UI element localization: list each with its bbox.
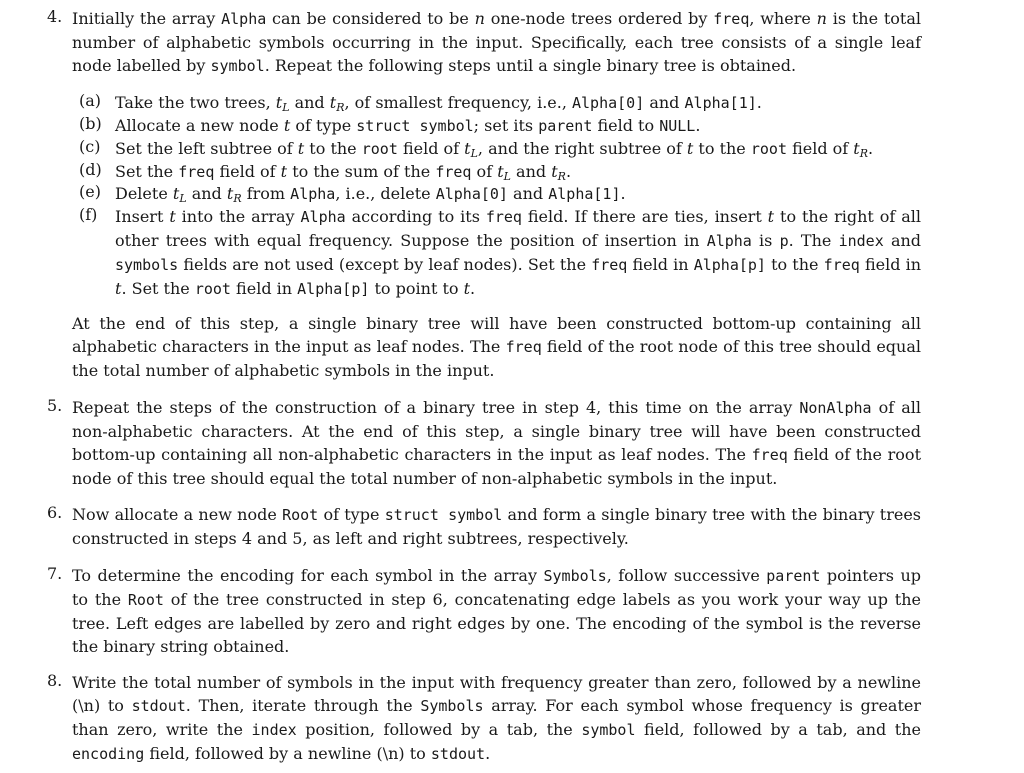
- step-4-intro: Initially the array Alpha can be considered to be n one-node trees ordered by freq, where n is the total number of alphabetic symbols occurring in the input. Specifically, each tree consists of a single leaf node labelled by symbol. Repeat the following steps until a single binary tree is obtained.: [72, 9, 922, 75]
- step-7-text: To determine the encoding for each symbol in the array Symbols, follow successive parent pointers up to the Root of the tree constructed in step 6, concatenating edge labels as you work your way up the tree. Left edges are labelled by zero and right edges by one. The encoding of the symbol is the reverse the binary string obtained.: [72, 566, 922, 656]
- inline-code: freq: [435, 163, 472, 181]
- math-symbol: $t_R$: [226, 184, 242, 205]
- inline-code: Alpha: [221, 10, 267, 28]
- math-symbol: t: [283, 116, 291, 135]
- step-5-text: Repeat the steps of the construction of a binary tree in step 4, this time on the array NonAlpha of all non-alphabetic characters. At the end of this step, a single binary tree will have been constructed bottom-up containing all non-alphabetic characters in the input as leaf nodes. The freq field of the root node of this tree should equal the total number of non-alphabetic symbols in the input.: [72, 398, 922, 488]
- substep-text: Allocate a new node t of type struct symbol; set its parent field to NULL.: [115, 116, 701, 135]
- inline-code: struct symbol: [384, 506, 503, 524]
- step-number: 7.: [47, 564, 63, 583]
- inline-code: parent: [538, 117, 593, 135]
- substep-text: Set the left subtree of t to the root field of $t_L$, and the right subtree of t to the root field of $t_R$.: [115, 139, 874, 160]
- inline-code: struct symbol: [356, 117, 474, 135]
- inline-code: Alpha[p]: [297, 280, 370, 298]
- inline-code: Symbols: [420, 697, 484, 715]
- inline-code: encoding: [72, 745, 145, 763]
- substep-label: (a): [79, 91, 102, 110]
- math-symbol: t: [463, 279, 471, 298]
- inline-code: freq: [751, 446, 788, 464]
- inline-code: symbols: [115, 256, 179, 274]
- step-number: 5.: [47, 396, 63, 415]
- substep-label: (c): [79, 137, 101, 156]
- inline-code: root: [361, 140, 398, 158]
- inline-code: freq: [505, 338, 542, 356]
- inline-code: parent: [766, 567, 821, 585]
- inline-code: symbol: [581, 721, 636, 739]
- inline-code: freq: [713, 10, 750, 28]
- step-number: 4.: [47, 7, 63, 26]
- step-8: [47, 671, 921, 766]
- inline-code: Alpha[0]: [435, 185, 508, 203]
- inline-code: Symbols: [543, 567, 607, 585]
- math-symbol: $t_L$: [172, 184, 187, 205]
- inline-code: stdout: [131, 697, 186, 715]
- math-symbol: t: [280, 162, 288, 181]
- step-6: [47, 503, 921, 550]
- substep-a: [79, 91, 921, 115]
- step-7: [47, 564, 921, 658]
- math-symbol: $t_R$: [853, 139, 869, 160]
- math-symbol: $t_L$: [497, 162, 511, 183]
- substep-e: [79, 182, 921, 206]
- inline-code: freq: [823, 256, 860, 274]
- inline-code: p: [779, 232, 789, 250]
- inline-code: NonAlpha: [799, 399, 872, 417]
- math-symbol: $t_L$: [464, 139, 478, 160]
- inline-code: index: [251, 721, 297, 739]
- substep-label: (e): [79, 182, 101, 201]
- step-4-conclusion: [47, 312, 921, 382]
- inline-code: NULL: [659, 117, 696, 135]
- substep-c: [79, 137, 921, 161]
- math-symbol: t: [767, 207, 775, 226]
- inline-code: Alpha[1]: [684, 94, 757, 112]
- math-symbol: t: [686, 139, 694, 158]
- substep-b: [79, 114, 921, 138]
- step-number: 6.: [47, 503, 63, 522]
- step-8-text: Write the total number of symbols in the input with frequency greater than zero, followed by a newline (\n) to stdout. Then, iterate through the Symbols array. For each symbol whose frequency is greater than zero, write the index position, followed by a tab, the symbol field, followed by a tab, and the encoding field, followed by a newline (\n) to stdout.: [72, 673, 922, 763]
- step-4-outro: At the end of this step, a single binary tree will have been constructed bottom-up containing all alphabetic characters in the input as leaf nodes. The freq field of the root node of this tree should equal the total number of alphabetic symbols in the input.: [72, 314, 922, 380]
- inline-code: root: [194, 280, 231, 298]
- inline-code: freq: [178, 163, 215, 181]
- substep-label: (d): [79, 160, 102, 179]
- inline-code: root: [750, 140, 787, 158]
- inline-code: freq: [591, 256, 628, 274]
- inline-code: Alpha: [706, 232, 752, 250]
- inline-code: Alpha[p]: [693, 256, 766, 274]
- step-number: 8.: [47, 671, 63, 690]
- inline-code: Root: [282, 506, 319, 524]
- step-6-text: Now allocate a new node Root of type struct symbol and form a single binary tree with the binary trees constructed in steps 4 and 5, as left and right subtrees, respectively.: [72, 505, 922, 548]
- inline-code: Alpha: [300, 208, 346, 226]
- step-5: [47, 396, 921, 490]
- math-symbol: n: [816, 9, 827, 28]
- substep-text: Insert t into the array Alpha according to its freq field. If there are ties, insert t to the right of all other trees with equal frequency. Suppose the position of insertion in Alpha is p. The index and symbols fields are not used (except by leaf nodes). Set the freq field in Alpha[p] to the freq field in t. Set the root field in Alpha[p] to point to t.: [115, 207, 922, 298]
- math-symbol: $t_R$: [551, 162, 566, 183]
- math-symbol: $t_R$: [329, 93, 345, 114]
- substep-text: Take the two trees, $t_L$ and $t_R$, of smallest frequency, i.e., Alpha[0] and Alpha[1].: [115, 93, 762, 114]
- inline-code: stdout: [430, 745, 486, 763]
- substep-label: (f): [79, 205, 98, 224]
- math-symbol: $t_L$: [275, 93, 290, 114]
- inline-code: symbol: [210, 57, 265, 75]
- math-symbol: n: [474, 9, 485, 28]
- substep-label: (b): [79, 114, 102, 133]
- inline-code: Alpha[0]: [572, 94, 645, 112]
- inline-code: Root: [127, 591, 164, 609]
- substep-f: [79, 205, 921, 301]
- substep-d: [79, 160, 921, 184]
- inline-code: Alpha: [290, 185, 336, 203]
- inline-code: freq: [485, 208, 522, 226]
- substep-text: Delete $t_L$ and $t_R$ from Alpha, i.e., delete Alpha[0] and Alpha[1].: [115, 184, 626, 205]
- substep-text: Set the freq field of t to the sum of the freq of $t_L$ and $t_R$.: [115, 162, 572, 183]
- inline-code: Alpha[1]: [548, 185, 621, 203]
- math-symbol: t: [297, 139, 305, 158]
- math-symbol: t: [169, 207, 176, 226]
- math-symbol: t: [115, 279, 122, 298]
- inline-code: index: [838, 232, 884, 250]
- step-4: [47, 7, 921, 78]
